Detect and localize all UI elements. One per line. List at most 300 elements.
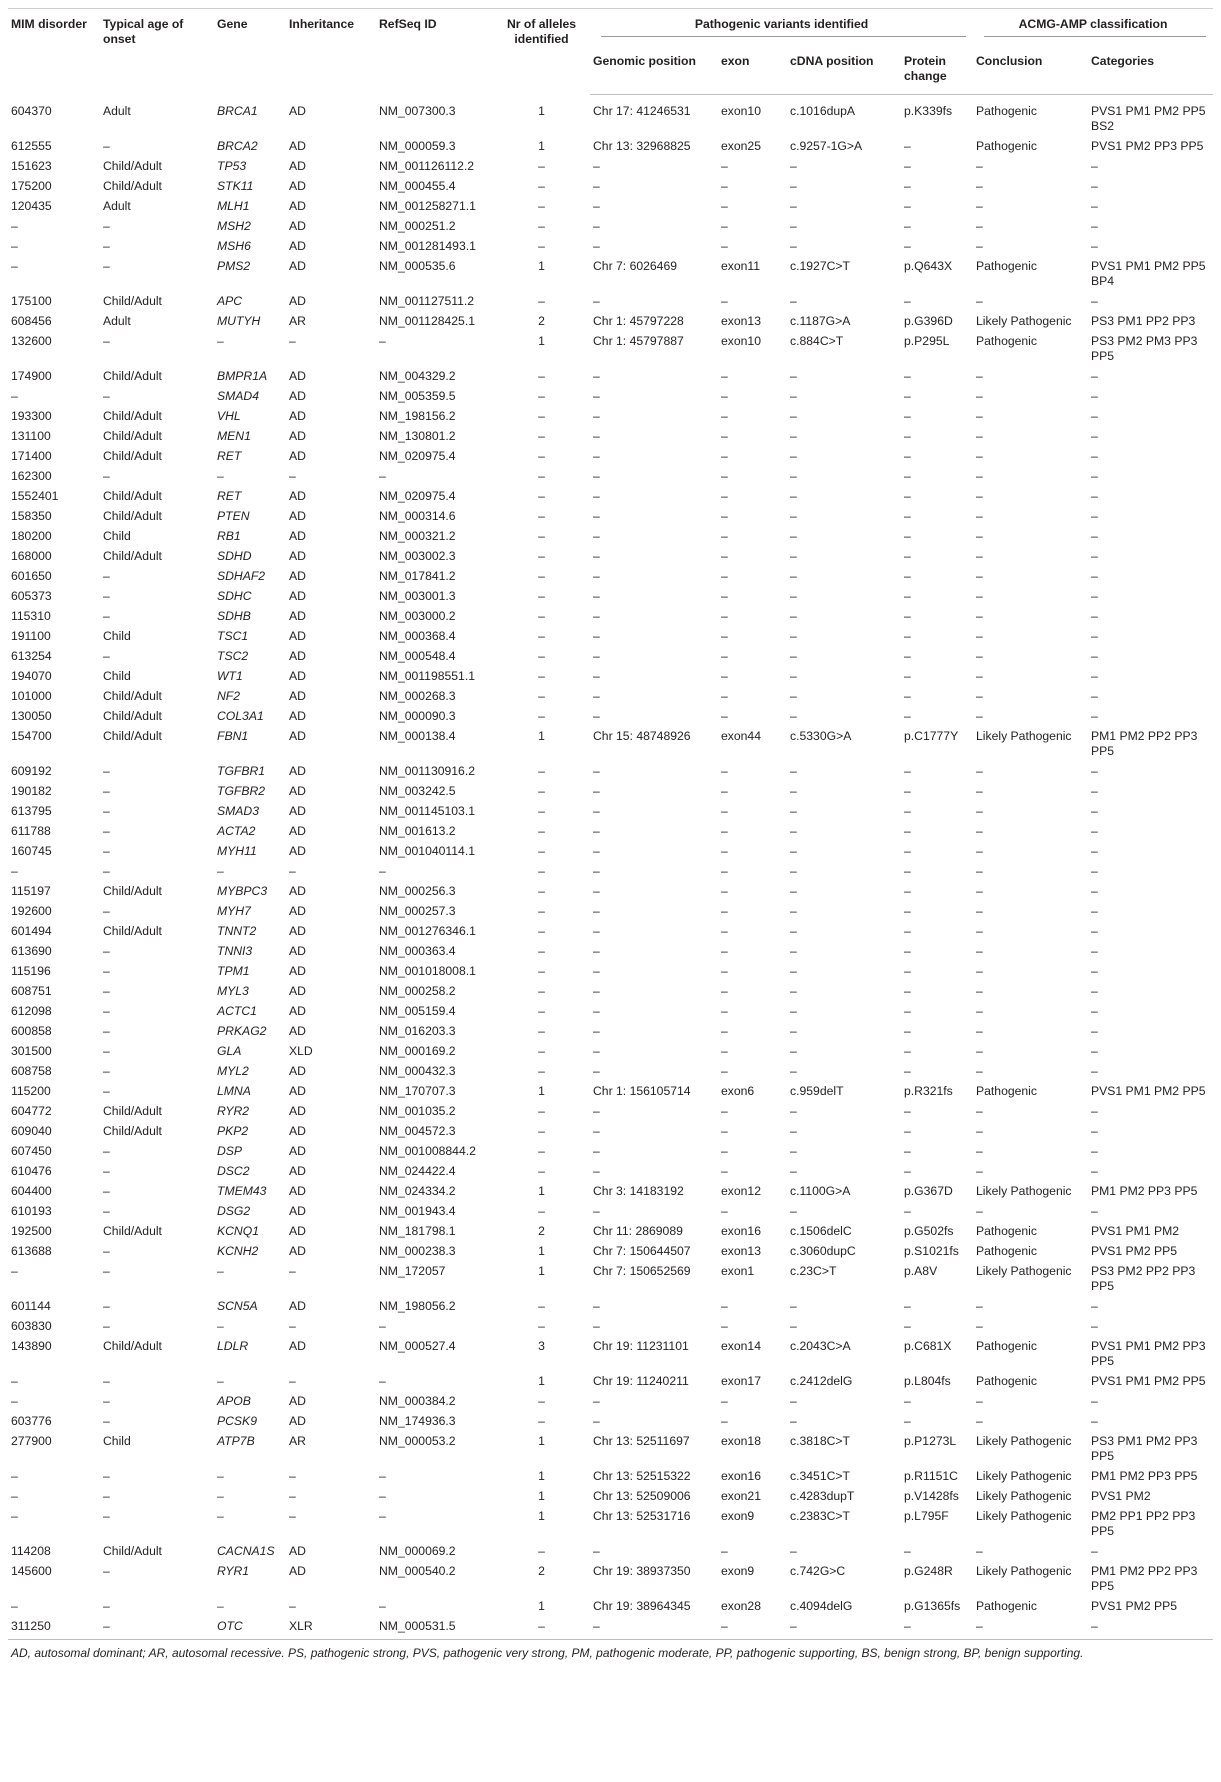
cell-protein: – [904,489,911,503]
table-row [8,292,1213,312]
cell-refseq: NM_001035.2 [379,1104,456,1118]
col-header-refseq: RefSeq ID [376,9,493,95]
cell-cdna: – [790,944,797,958]
cell-protein: p.G367D [904,1184,953,1198]
cell-genomic: – [593,179,600,193]
cell-exon: exon10 [721,104,761,118]
cell-conclusion: – [976,569,983,583]
cell-inheritance: – [289,469,296,483]
cell-refseq: NM_000527.4 [379,1339,456,1353]
cell-exon: – [721,1104,728,1118]
cell-onset: Child/Adult [103,369,162,383]
table-row [8,707,1213,727]
cell-categories: PVS1 PM2 [1091,1489,1151,1503]
table-row [8,862,1213,882]
table-row [8,982,1213,1002]
cell-onset: Adult [103,314,131,328]
cell-exon: exon14 [721,1339,761,1353]
cell-categories: – [1091,629,1098,643]
cell-onset: – [103,844,110,858]
cell-onset: – [103,804,110,818]
cell-protein: – [904,1064,911,1078]
cell-genomic: – [593,884,600,898]
cell-cdna: – [790,629,797,643]
cell-refseq: NM_000256.3 [379,884,456,898]
cell-cdna: – [790,219,797,233]
cell-cdna: – [790,1044,797,1058]
cell-onset: Child/Adult [103,884,162,898]
cell-conclusion: – [976,1024,983,1038]
cell-genomic: – [593,1144,600,1158]
cell-inheritance: AD [289,1004,306,1018]
cell-categories: – [1091,199,1098,213]
cell-cdna: – [790,1164,797,1178]
cell-conclusion: – [976,179,983,193]
cell-inheritance: – [289,334,296,348]
cell-exon: – [721,924,728,938]
cell-protein: – [904,689,911,703]
cell-alleles: – [538,1204,545,1218]
cell-exon: – [721,469,728,483]
cell-conclusion: Pathogenic [976,1374,1037,1388]
cell-alleles: – [538,429,545,443]
cell-onset: Child/Adult [103,1339,162,1353]
cell-mim: – [11,259,18,273]
cell-onset: – [103,1299,110,1313]
cell-cdna: – [790,589,797,603]
cell-refseq: NM_024422.4 [379,1164,456,1178]
cell-inheritance: – [289,1264,296,1278]
cell-conclusion: – [976,369,983,383]
cell-onset: – [103,964,110,978]
cell-categories: – [1091,1544,1098,1558]
cell-exon: – [721,964,728,978]
variants-table [8,8,1213,1640]
cell-onset: – [103,569,110,583]
cell-refseq: – [379,334,386,348]
table-row [8,1022,1213,1042]
cell-refseq: NM_000053.2 [379,1434,456,1448]
cell-refseq: NM_005359.5 [379,389,456,403]
cell-genomic: – [593,804,600,818]
cell-inheritance: AD [289,824,306,838]
cell-categories: – [1091,1124,1098,1138]
cell-inheritance: AD [289,669,306,683]
cell-alleles: – [538,609,545,623]
table-row [8,1262,1213,1297]
cell-genomic: Chr 19: 11240211 [593,1374,689,1388]
cell-genomic: – [593,944,600,958]
cell-genomic: Chr 3: 14183192 [593,1184,684,1198]
cell-onset: – [103,1204,110,1218]
cell-gene: FBN1 [217,729,249,743]
cell-mim: 115200 [11,1084,51,1098]
cell-onset: – [103,609,110,623]
cell-protein: p.K339fs [904,104,953,118]
cell-exon: – [721,409,728,423]
cell-refseq: NM_001127511.2 [379,294,475,308]
cell-alleles: – [538,569,545,583]
table-row [8,1432,1213,1467]
cell-conclusion: – [976,449,983,463]
cell-mim: 603776 [11,1414,52,1428]
cell-protein: p.L804fs [904,1374,951,1388]
cell-mim: 609040 [11,1124,52,1138]
cell-conclusion: – [976,864,983,878]
cell-categories: – [1091,549,1098,563]
cell-onset: – [103,864,110,878]
cell-cdna: – [790,844,797,858]
cell-inheritance: AD [289,884,306,898]
cell-refseq: – [379,1469,386,1483]
cell-mim: 610193 [11,1204,52,1218]
cell-conclusion: – [976,509,983,523]
cell-cdna: – [790,984,797,998]
cell-exon: – [721,1544,728,1558]
cell-mim: 609192 [11,764,52,778]
cell-alleles: 1 [538,103,545,118]
cell-conclusion: Likely Pathogenic [976,1509,1072,1523]
cell-mim: 608751 [11,984,52,998]
cell-cdna: – [790,1104,797,1118]
cell-inheritance: AD [289,1084,306,1098]
cell-inheritance: AD [289,1339,306,1353]
cell-exon: – [721,904,728,918]
cell-refseq: NM_181798.1 [379,1224,456,1238]
cell-protein: – [904,294,911,308]
cell-cdna: c.3060dupC [790,1244,856,1258]
cell-conclusion: – [976,1144,983,1158]
cell-cdna: – [790,1064,797,1078]
table-row [8,922,1213,942]
cell-conclusion: Pathogenic [976,1599,1037,1613]
cell-gene: SMAD4 [217,389,259,403]
cell-protein: p.P1273L [904,1434,957,1448]
cell-exon: – [721,669,728,683]
cell-cdna: – [790,804,797,818]
cell-alleles: – [538,509,545,523]
cell-gene: – [217,1469,224,1483]
cell-mim: 145600 [11,1564,52,1578]
cell-protein: – [904,449,911,463]
cell-refseq: NM_017841.2 [379,569,456,583]
cell-onset: – [103,1599,110,1613]
cell-protein: – [904,1299,911,1313]
cell-protein: – [904,984,911,998]
cell-inheritance: AD [289,1299,306,1313]
cell-mim: 601144 [11,1299,51,1313]
cell-cdna: – [790,239,797,253]
cell-protein: p.L795F [904,1509,949,1523]
cell-categories: – [1091,649,1098,663]
cell-cdna: – [787,1617,901,1640]
cell-inheritance: AD [289,1104,306,1118]
cell-cdna: – [790,1319,797,1333]
table-row [8,902,1213,922]
cell-conclusion: – [976,409,983,423]
cell-mim: 613690 [11,944,52,958]
cell-onset: Adult [103,103,131,118]
cell-protein: – [904,964,911,978]
cell-exon: exon44 [721,729,761,743]
cell-alleles: – [538,549,545,563]
cell-mim: 191100 [11,629,51,643]
cell-alleles: 1 [538,334,545,348]
cell-refseq: NM_000138.4 [379,729,456,743]
cell-protein: – [904,784,911,798]
cell-inheritance: – [289,1374,296,1388]
cell-gene: – [217,1319,224,1333]
cell-categories: PM1 PM2 PP2 PP3 PP5 [1091,729,1198,758]
cell-categories: PS3 PM1 PM2 PP3 PP5 [1091,1434,1198,1463]
cell-onset: – [103,1489,110,1503]
cell-gene: WT1 [217,669,243,683]
cell-gene: CACNA1S [217,1544,275,1558]
cell-gene: – [217,1489,224,1503]
cell-refseq: NM_130801.2 [379,429,456,443]
cell-inheritance: AD [289,649,306,663]
cell-exon: – [721,1144,728,1158]
cell-conclusion: – [976,294,983,308]
cell-conclusion: – [976,199,983,213]
cell-onset: – [103,1164,110,1178]
cell-cdna: c.1927C>T [790,259,850,273]
cell-alleles: 2 [538,314,545,328]
cell-onset: Child/Adult [103,1104,162,1118]
cell-conclusion: – [976,689,983,703]
cell-protein: – [904,924,911,938]
cell-protein: – [904,1124,911,1138]
cell-onset: Child/Adult [103,449,162,463]
cell-categories: PVS1 PM1 PM2 [1091,1224,1180,1238]
cell-alleles: – [538,1414,545,1428]
cell-gene: TPM1 [217,964,250,978]
table-row [8,647,1213,667]
cell-refseq: NM_001040114.1 [379,844,475,858]
cell-mim: 168000 [11,549,52,563]
cell-cdna: – [790,569,797,583]
cell-onset: – [103,649,110,663]
cell-conclusion: – [976,1164,983,1178]
cell-exon: – [721,824,728,838]
cell-protein: – [904,1319,911,1333]
cell-exon: – [721,1044,728,1058]
cell-gene: – [217,1509,224,1523]
cell-mim: 131100 [11,429,51,443]
cell-inheritance: AD [289,259,306,273]
table-row [8,1122,1213,1142]
cell-gene: GLA [217,1044,242,1058]
cell-cdna: – [790,159,797,173]
cell-genomic: Chr 19: 38964345 [593,1599,691,1613]
cell-protein: p.R321fs [904,1084,953,1098]
cell-genomic: – [593,529,600,543]
cell-inheritance: AD [289,729,306,743]
cell-mim: 604772 [11,1104,52,1118]
cell-exon: – [721,649,728,663]
cell-protein: – [904,629,911,643]
cell-onset: – [103,589,110,603]
cell-cdna: – [790,369,797,383]
table-row [8,1337,1213,1372]
cell-alleles: – [538,804,545,818]
cell-cdna: – [790,1204,797,1218]
cell-inheritance: AD [289,219,306,233]
table-row [8,1597,1213,1617]
cell-inheritance: AD [289,489,306,503]
cell-categories: – [1091,219,1098,233]
cell-categories: – [1091,669,1098,683]
cell-gene: TSC1 [217,629,249,643]
cell-protein: – [904,1414,911,1428]
cell-protein: p.Q643X [904,259,953,273]
cell-alleles: – [538,409,545,423]
cell-cdna: c.9257-1G>A [790,139,863,153]
cell-alleles: – [538,1124,545,1138]
cell-genomic: – [593,549,600,563]
cell-protein: – [904,589,911,603]
table-row [8,177,1213,197]
cell-exon: – [721,569,728,583]
cell-cdna: – [790,449,797,463]
cell-gene: MYBPC3 [217,884,268,898]
table-row [8,782,1213,802]
cell-inheritance: AD [289,629,306,643]
cell-genomic: – [593,469,600,483]
cell-inheritance: – [289,864,296,878]
cell-refseq: NM_001018008.1 [379,964,476,978]
table-row [8,387,1213,407]
cell-conclusion: – [976,924,983,938]
cell-gene: RET [217,449,242,463]
cell-categories: – [1091,179,1098,193]
group-header-acmg [973,9,1213,44]
cell-genomic: – [593,709,600,723]
cell-gene: SMAD3 [217,804,259,818]
cell-onset: – [103,1144,110,1158]
cell-inheritance: – [289,1319,296,1333]
cell-inheritance: AD [289,294,306,308]
cell-mim: 115310 [11,609,51,623]
cell-mim: 151623 [11,159,52,173]
cell-alleles: – [538,964,545,978]
cell-refseq: – [379,1489,386,1503]
cell-refseq: NM_000090.3 [379,709,456,723]
cell-onset: Child [103,529,131,543]
cell-categories: – [1091,529,1098,543]
cell-refseq: NM_000455.4 [379,179,456,193]
cell-gene: SDHD [217,549,252,563]
cell-mim: – [11,1489,18,1503]
cell-mim: 194070 [11,669,52,683]
cell-exon: exon21 [721,1489,761,1503]
cell-gene: – [217,334,224,348]
cell-categories: – [1091,1004,1098,1018]
cell-mim: 115196 [11,964,51,978]
cell-gene: APC [217,294,243,308]
cell-genomic: Chr 13: 52509006 [593,1489,691,1503]
col-header-genomic: Genomic position [590,43,718,95]
cell-gene: TNNT2 [217,924,257,938]
cell-conclusion: Pathogenic [976,1084,1037,1098]
cell-onset: Child/Adult [103,159,162,173]
table-footnote: AD, autosomal dominant; AR, autosomal recessive. PS, pathogenic strong, PVS, pathogenic very strong, PM, pathogenic moderate, PP, pathogenic supporting, BS, benign strong, BP, benign supporting. [11,1646,1084,1660]
cell-protein: – [904,219,911,233]
cell-genomic: – [593,449,600,463]
cell-alleles: – [538,689,545,703]
cell-categories: – [1091,449,1098,463]
cell-onset: – [103,1564,110,1578]
cell-categories: – [1091,784,1098,798]
cell-onset: – [103,1414,110,1428]
cell-gene: OTC [214,1617,286,1640]
cell-mim: 171400 [11,449,52,463]
cell-protein: – [904,1044,911,1058]
cell-conclusion: – [976,469,983,483]
cell-categories: – [1091,429,1098,443]
cell-alleles: – [538,924,545,938]
table-row [8,1142,1213,1162]
cell-cdna: – [790,669,797,683]
cell-exon: – [721,1204,728,1218]
cell-alleles: – [538,824,545,838]
cell-categories: – [1091,709,1098,723]
cell-categories: – [1091,369,1098,383]
cell-genomic: – [593,964,600,978]
cell-mim: 277900 [11,1434,52,1448]
cell-gene: DSC2 [217,1164,250,1178]
cell-gene: RYR1 [217,1564,250,1578]
table-row [8,95,1213,138]
table-row [8,332,1213,367]
cell-conclusion: – [976,1124,983,1138]
table-row [8,627,1213,647]
cell-exon: – [721,239,728,253]
cell-protein: p.G396D [904,314,953,328]
cell-categories: – [1091,1144,1098,1158]
cell-cdna: – [790,764,797,778]
cell-cdna: – [790,709,797,723]
table-row [8,1562,1213,1597]
cell-alleles: – [538,1164,545,1178]
cell-gene: TSC2 [217,649,249,663]
cell-genomic: – [593,489,600,503]
cell-refseq: NM_000363.4 [379,944,456,958]
cell-onset: Child [103,629,131,643]
cell-genomic: – [593,609,600,623]
cell-protein: p.V1428fs [904,1489,959,1503]
cell-refseq: NM_005159.4 [379,1004,456,1018]
table-row [8,467,1213,487]
cell-exon: – [721,199,728,213]
cell-onset: – [103,764,110,778]
cell-exon: – [721,449,728,463]
cell-refseq: NM_003242.5 [379,784,456,798]
cell-alleles: – [538,199,545,213]
col-header-onset: Typical age of onset [100,9,214,95]
cell-cdna: – [790,689,797,703]
cell-exon: – [721,159,728,173]
cell-genomic: – [593,864,600,878]
cell-inheritance: AD [289,1244,306,1258]
cell-conclusion: – [976,904,983,918]
table-row [8,962,1213,982]
table-row [8,312,1213,332]
cell-genomic: – [593,1414,600,1428]
cell-mim: 192500 [11,1224,52,1238]
cell-categories: PM1 PM2 PP3 PP5 [1091,1469,1198,1483]
cell-alleles: – [538,1064,545,1078]
